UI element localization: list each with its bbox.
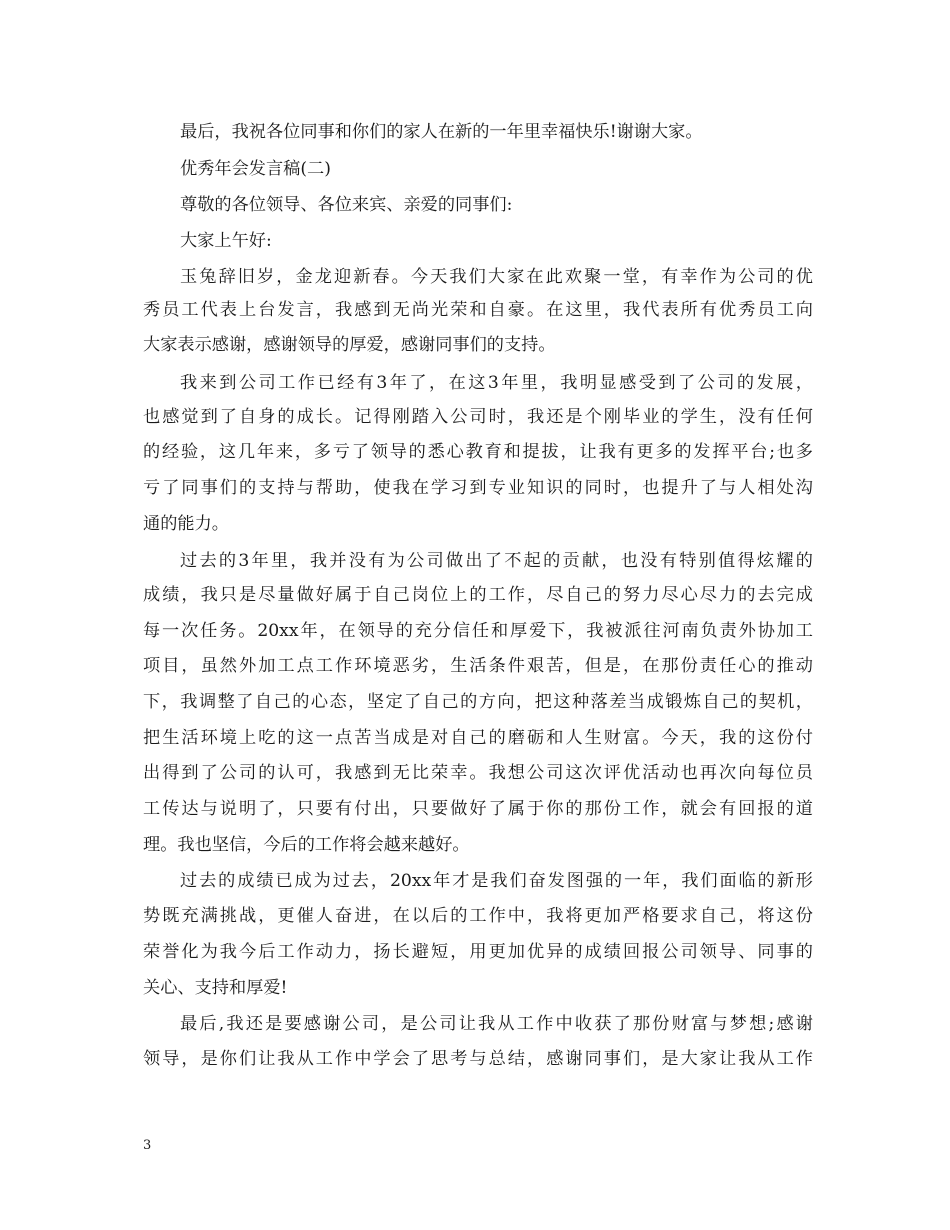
section-heading: 优秀年会发言稿(二) (180, 159, 331, 179)
text-line: 理。我也坚信，今后的工作将会越来越好。 (143, 835, 470, 855)
text-line: 荣誉化为我今后工作动力，扬长避短，用更加优异的成绩回报公司领导、同事的 (143, 942, 813, 962)
text-line: 的经验，这几年来，多亏了领导的悉心教育和提拔，让我有更多的发挥平台;也多 (143, 442, 813, 462)
page-number: 3 (143, 1138, 152, 1153)
text-line: 出得到了公司的认可，我感到无比荣幸。我想公司这次评优活动也再次向每位员 (143, 763, 813, 783)
text-line: 通的能力。 (143, 514, 229, 534)
text-line: 最后，我祝各位同事和你们的家人在新的一年里幸福快乐!谢谢大家。 (180, 122, 703, 142)
text-line: 我来到公司工作已经有3年了，在这3年里，我明显感受到了公司的发展， (180, 373, 813, 393)
text-line: 关心、支持和厚爱! (143, 978, 288, 998)
text-line: 过去的成绩已成为过去，20xx年才是我们奋发图强的一年，我们面临的新形 (180, 871, 813, 891)
text-line: 亏了同事们的支持与帮助，使我在学习到专业知识的同时，也提升了与人相处沟 (143, 478, 813, 498)
greeting: 大家上午好: (180, 231, 272, 251)
text-line: 工传达与说明了，只要有付出，只要做好了属于你的那份工作，就会有回报的道 (143, 799, 813, 819)
text-line: 把生活环境上吃的这一点苦当成是对自己的磨砺和人生财富。今天，我的这份付 (143, 728, 813, 748)
text-line: 成绩，我只是尽量做好属于自己岗位上的工作，尽自己的努力尽心尽力的去完成 (143, 585, 813, 605)
salutation: 尊敬的各位领导、各位来宾、亲爱的同事们: (180, 195, 513, 215)
text-line: 秀员工代表上台发言，我感到无尚光荣和自豪。在这里，我代表所有优秀员工向 (143, 300, 813, 320)
text-line: 势既充满挑战，更催人奋进，在以后的工作中，我将更加严格要求自己，将这份 (143, 906, 813, 926)
text-line: 玉兔辞旧岁，金龙迎新春。今天我们大家在此欢聚一堂，有幸作为公司的优 (180, 267, 813, 287)
text-line: 也感觉到了自身的成长。记得刚踏入公司时，我还是个刚毕业的学生，没有任何 (143, 407, 813, 427)
text-line: 大家表示感谢，感谢领导的厚爱，感谢同事们的支持。 (143, 335, 556, 355)
text-line: 领导，是你们让我从工作中学会了思考与总结，感谢同事们，是大家让我从工作 (143, 1049, 813, 1069)
text-line: 项目，虽然外加工点工作环境恶劣，生活条件艰苦，但是，在那份责任心的推动 (143, 656, 813, 676)
text-line: 每一次任务。20xx年，在领导的充分信任和厚爱下，我被派往河南负责外协加工 (143, 621, 813, 641)
text-line: 下，我调整了自己的心态，坚定了自己的方向，把这种落差当成锻炼自己的契机， (143, 692, 813, 712)
text-line: 最后,我还是要感谢公司，是公司让我从工作中收获了那份财富与梦想;感谢 (180, 1014, 813, 1034)
text-line: 过去的3年里，我并没有为公司做出了不起的贡献，也没有特别值得炫耀的 (180, 551, 813, 571)
